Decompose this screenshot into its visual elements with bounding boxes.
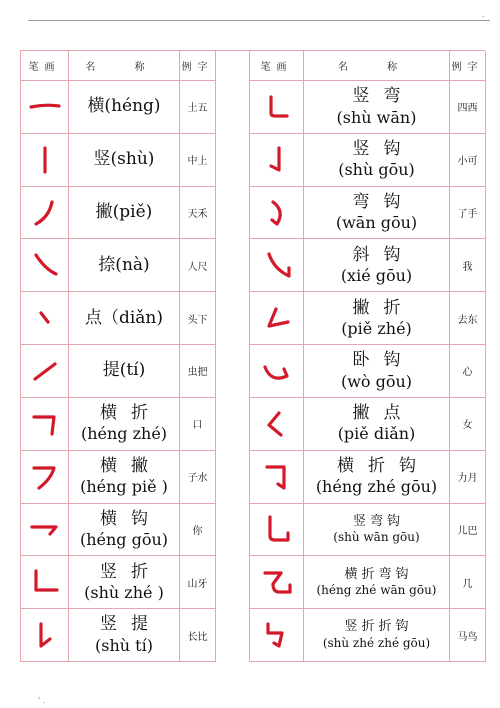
stroke-name [69, 187, 180, 240]
example-characters: 你 [180, 504, 216, 557]
stroke-name-text: 点（diǎn) [84, 307, 164, 328]
stroke-name-pinyin: (héng zhé) [80, 424, 168, 444]
stroke-table [20, 50, 485, 662]
stroke-name-chinese: 横撇 [100, 456, 162, 476]
stroke-name-pinyin: (shù zhé ) [84, 582, 164, 602]
example-characters: 口 [180, 398, 216, 451]
stroke-name [69, 345, 180, 398]
stroke-name [304, 451, 450, 504]
page-mark: . [482, 10, 485, 19]
example-characters: 小可 [450, 134, 486, 187]
example-characters: 天禾 [180, 187, 216, 240]
stroke-cell [250, 187, 304, 240]
stroke-name-chinese: 横折钩 [337, 456, 430, 476]
stroke-cell [250, 398, 304, 451]
stroke-name-chinese: 横折弯钩 [344, 566, 413, 582]
piezhe-stroke-icon [257, 298, 297, 338]
stroke-name-pinyin: (shù wān) [336, 107, 417, 127]
stroke-name-chinese: 竖弯钩 [352, 513, 404, 529]
shuwan-stroke-icon [257, 87, 297, 127]
stroke-name [304, 504, 450, 557]
example-characters: 山牙 [180, 556, 216, 609]
example-characters: 人尺 [180, 239, 216, 292]
example-characters: 头下 [180, 292, 216, 345]
stroke-cell [250, 504, 304, 557]
stroke-name-pinyin: (piě zhé) [341, 318, 412, 338]
stroke-name [69, 81, 180, 134]
example-characters: 虫把 [180, 345, 216, 398]
stroke-name [304, 609, 450, 662]
shugou-stroke-icon [257, 140, 297, 180]
na-stroke-icon [25, 245, 65, 285]
header-stroke: 笔画 [250, 51, 304, 81]
example-characters: 心 [450, 345, 486, 398]
stroke-cell [21, 81, 69, 134]
wogou-stroke-icon [257, 351, 297, 391]
stroke-cell [250, 451, 304, 504]
stroke-name [304, 239, 450, 292]
hengzhegou-stroke-icon [257, 457, 297, 497]
stroke-cell [250, 292, 304, 345]
stroke-name [69, 134, 180, 187]
hengpie-stroke-icon [25, 457, 65, 497]
stroke-name-pinyin: (shù gōu) [338, 160, 415, 180]
stroke-name-chinese: 弯钩 [352, 191, 415, 212]
stroke-cell [21, 345, 69, 398]
stroke-name-text: 竖(shù) [93, 149, 155, 170]
ti-stroke-icon [25, 351, 65, 391]
stroke-name-chinese: 撇点 [352, 403, 415, 424]
stroke-cell [21, 239, 69, 292]
example-characters: 我 [450, 239, 486, 292]
stroke-name-chinese: 卧钩 [352, 350, 415, 371]
stroke-name-pinyin: (héng piě ) [80, 477, 168, 497]
example-characters: 去东 [450, 292, 486, 345]
stroke-name [304, 187, 450, 240]
stroke-name-text: 撇(piě) [95, 201, 153, 222]
heng-stroke-icon [25, 87, 65, 127]
stroke-cell [250, 81, 304, 134]
header-example: 例字 [180, 51, 216, 81]
shuzhe-stroke-icon [25, 562, 65, 602]
stroke-name [304, 556, 450, 609]
stroke-cell [21, 292, 69, 345]
stroke-cell [21, 187, 69, 240]
wangou-stroke-icon [257, 193, 297, 233]
example-characters: 土五 [180, 81, 216, 134]
stroke-name-chinese: 竖弯 [352, 86, 415, 107]
shuzhezhegou-stroke-icon [257, 615, 297, 655]
stroke-name-pinyin: (shù zhé zhé gōu) [322, 635, 431, 650]
header-name: 名 称 [69, 51, 180, 81]
xiegou-stroke-icon [257, 245, 297, 285]
stroke-cell [250, 609, 304, 662]
shuwangou-stroke-icon [257, 509, 297, 549]
stroke-name-chinese: 撇折 [352, 297, 415, 318]
stroke-name [69, 398, 180, 451]
stroke-name [304, 81, 450, 134]
example-characters: 长比 [180, 609, 216, 662]
stroke-name-text: 横(héng) [87, 96, 161, 117]
stroke-name-text: 捺(nà) [98, 254, 150, 275]
header-stroke: 笔画 [21, 51, 69, 81]
stroke-name-chinese: 竖折折钩 [344, 619, 413, 635]
stroke-cell [21, 556, 69, 609]
example-characters: 儿巴 [450, 504, 486, 557]
example-characters: 中上 [180, 134, 216, 187]
stroke-cell [250, 556, 304, 609]
stroke-cell [21, 398, 69, 451]
stroke-name [69, 556, 180, 609]
dian-stroke-icon [25, 298, 65, 338]
stroke-cell [21, 134, 69, 187]
example-characters: 四西 [450, 81, 486, 134]
stroke-name [304, 345, 450, 398]
stroke-cell [250, 345, 304, 398]
stroke-table-right [249, 50, 485, 662]
stroke-name [69, 609, 180, 662]
header-example: 例字 [450, 51, 486, 81]
stroke-name [304, 134, 450, 187]
stroke-name [304, 292, 450, 345]
stroke-name-chinese: 竖钩 [352, 139, 415, 160]
stroke-name-text: 提(tí) [102, 360, 146, 381]
stroke-name-pinyin: (wān gōu) [335, 213, 418, 233]
stroke-name [69, 504, 180, 557]
hengzhe-stroke-icon [25, 404, 65, 444]
example-characters: 子水 [180, 451, 216, 504]
stroke-name-chinese: 横钩 [100, 508, 162, 529]
stroke-name [304, 398, 450, 451]
stroke-name-pinyin: (wò gōu) [340, 371, 413, 391]
stroke-table-left [20, 50, 249, 662]
stroke-name-pinyin: (héng zhé wān gōu) [316, 582, 437, 597]
hengzhewangou-stroke-icon [257, 562, 297, 602]
stroke-name [69, 292, 180, 345]
stroke-name-pinyin: (shù tí) [95, 635, 153, 655]
stroke-name-pinyin: (héng gōu) [79, 530, 169, 550]
stroke-name-chinese: 竖折 [100, 561, 162, 582]
stroke-cell [21, 504, 69, 557]
henggou-stroke-icon [25, 509, 65, 549]
pie-stroke-icon [25, 193, 65, 233]
shuti-stroke-icon [25, 615, 65, 655]
stroke-cell [250, 134, 304, 187]
page-mark-bottom: ' . [38, 696, 46, 705]
stroke-name-chinese: 竖提 [100, 614, 162, 635]
header-name: 名 称 [304, 51, 450, 81]
stroke-name-pinyin: (xié gōu) [340, 265, 413, 285]
stroke-name-pinyin: (shù wān gōu) [333, 530, 420, 545]
stroke-cell [21, 609, 69, 662]
piedian-stroke-icon [257, 404, 297, 444]
top-rule [28, 20, 490, 21]
stroke-name [69, 239, 180, 292]
example-characters: 几 [450, 556, 486, 609]
example-characters: 女 [450, 398, 486, 451]
example-characters: 力月 [450, 451, 486, 504]
stroke-cell [250, 239, 304, 292]
stroke-name-chinese: 斜钩 [352, 244, 415, 265]
stroke-name [69, 451, 180, 504]
shu-stroke-icon [25, 140, 65, 180]
stroke-cell [21, 451, 69, 504]
stroke-name-chinese: 横折 [100, 403, 162, 424]
example-characters: 马鸟 [450, 609, 486, 662]
stroke-name-pinyin: (piě diǎn) [337, 424, 416, 444]
example-characters: 了手 [450, 187, 486, 240]
stroke-name-pinyin: (héng zhé gōu) [315, 477, 438, 497]
